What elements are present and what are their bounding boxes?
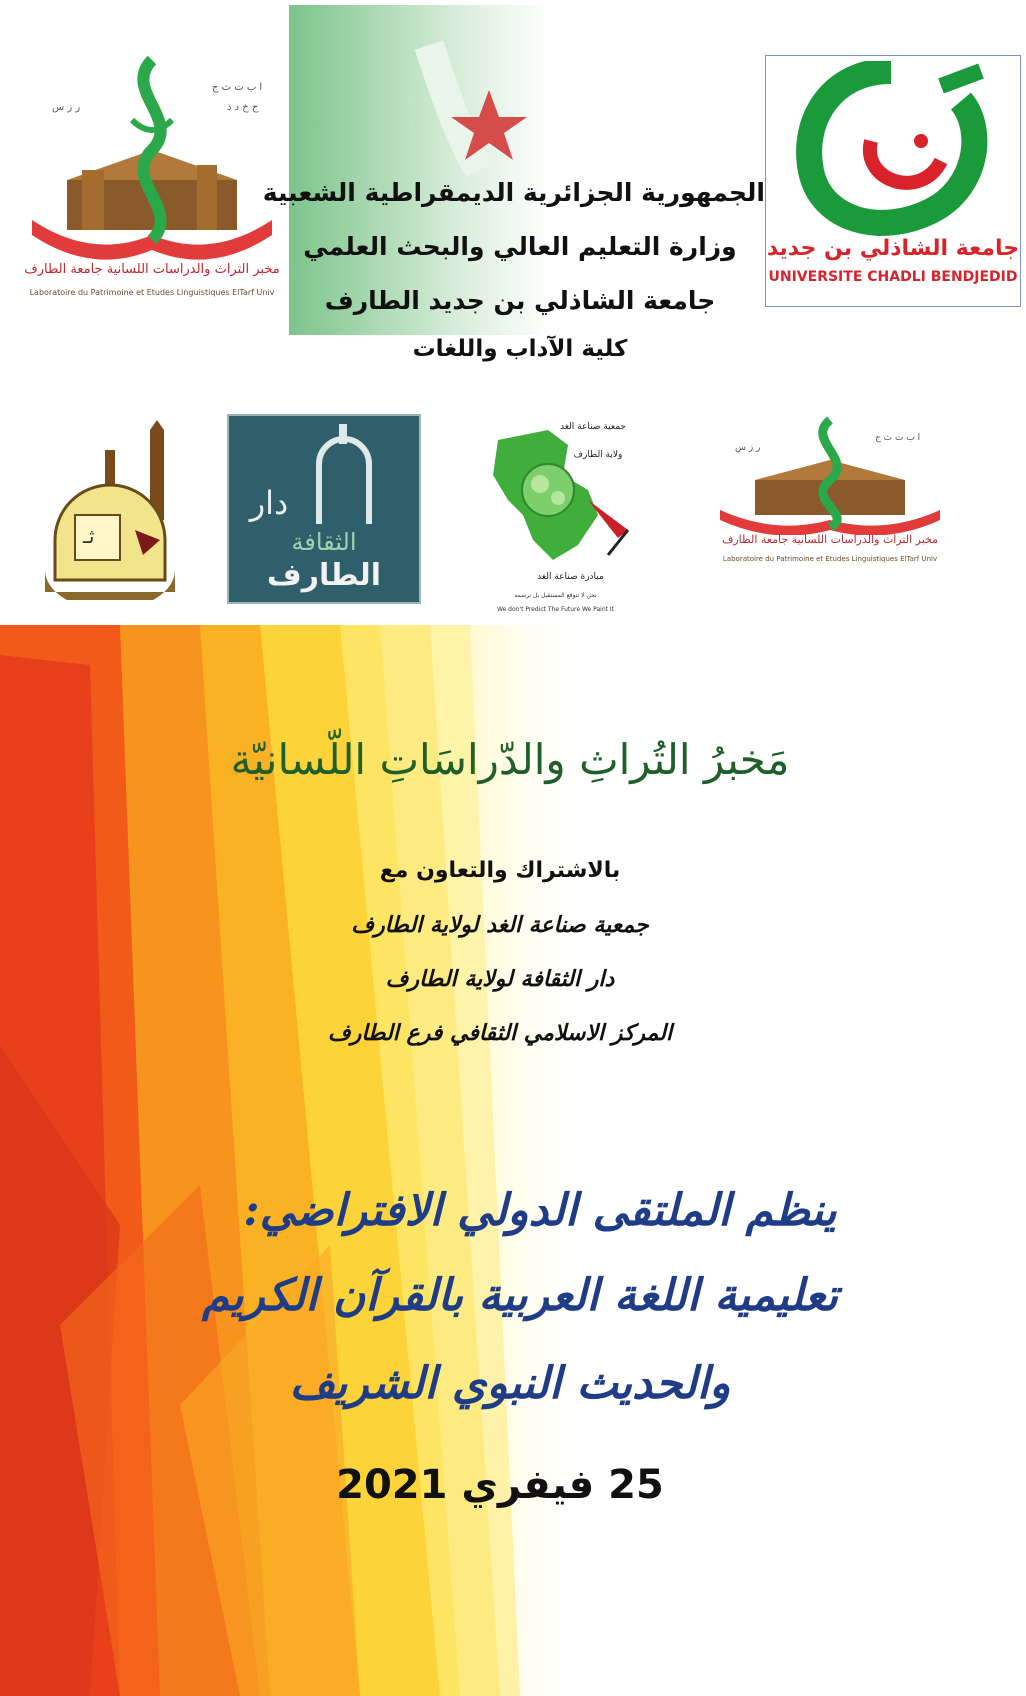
header-ministry: وزارة التعليم العالي والبحث العلمي (303, 232, 737, 261)
lab-second-french: Laboratoire du Patrimoine et Etudes Linguistiques ElTarf Univ (722, 555, 938, 563)
event-title-1: تعليمية اللغة العربية بالقرآن الكريم (201, 1270, 839, 1321)
svg-text:ثـ: ثـ (83, 524, 95, 548)
event-title-2: والحديث النبوي الشريف (289, 1358, 731, 1409)
arch-icon (289, 424, 399, 534)
association-logo (478, 420, 633, 625)
svg-text:ر ز س: ر ز س (735, 443, 761, 453)
svg-text:ا ب ت ث ج: ا ب ت ث ج (212, 82, 263, 93)
event-organizes: ينظم الملتقى الدولي الافتراضي: (243, 1185, 837, 1236)
lab-logo-top (12, 50, 292, 320)
header-republic: الجمهورية الجزائرية الديمقراطية الشعبية (262, 178, 765, 207)
association-bottom2: نحن لا نتوقع المستقبل بل نرسمه (514, 592, 597, 599)
algeria-map-icon (478, 420, 633, 570)
svg-text:ر ز س: ر ز س (52, 102, 81, 113)
university-emblem-icon (791, 61, 991, 236)
dar-label-1: دار (249, 484, 289, 522)
lab-logo-arabic: مخبر التراث والدراسات اللسانية جامعة الطارف (24, 262, 280, 277)
lab-logo-french: Laboratoire du Patrimoine et Etudes Linguistiques ElTarf Univ (29, 288, 275, 297)
university-arabic-name: جامعة الشاذلي بن جديد (766, 236, 1020, 261)
mosque-emblem-icon (35, 420, 185, 600)
association-english: We don't Predict The Future We Paint It (496, 606, 615, 613)
header-university: جامعة الشاذلي بن جديد الطارف (324, 286, 716, 315)
lab-title: مَخبرُ التُراثِ والدّراسَاتِ اللّسانيّة (230, 735, 790, 784)
dar-label-2: الثقافة (291, 528, 357, 556)
header-faculty: كلية الآداب واللغات (412, 336, 628, 362)
partner-islamic-center: المركز الاسلامي الثقافي فرع الطارف (327, 1020, 673, 1046)
svg-text:ا ب ت ث ج: ا ب ت ث ج (875, 433, 921, 443)
svg-text:ح خ د ذ: ح خ د ذ (227, 102, 259, 113)
lab-logo-second (700, 415, 960, 580)
partnership-intro: بالاشتراك والتعاون مع (379, 858, 621, 883)
partner-dar-thaqafa: دار الثقافة لولاية الطارف (385, 966, 615, 992)
event-date: 25 فيفري 2021 (336, 1462, 664, 1508)
lab-emblem-small-icon (700, 415, 960, 535)
university-logo (765, 55, 1021, 307)
lab-second-arabic: مخبر التراث والدراسات اللسانية جامعة الطارف (721, 533, 939, 546)
dar-label-3: الطارف (266, 558, 382, 593)
association-top: جمعية صناعة الغد (560, 422, 626, 432)
partner-association: جمعية صناعة الغد لولاية الطارف (351, 912, 649, 938)
dar-thaqafa-logo (227, 414, 421, 604)
lab-emblem-icon (12, 50, 292, 270)
university-latin-name: UNIVERSITE CHADLI BENDJEDID (768, 269, 1018, 285)
association-top2: ولاية الطارف (573, 450, 623, 460)
background-shapes (0, 625, 1026, 1696)
association-bottom: مبادرة صناعة الغد (537, 572, 604, 582)
islamic-center-logo (35, 420, 185, 600)
